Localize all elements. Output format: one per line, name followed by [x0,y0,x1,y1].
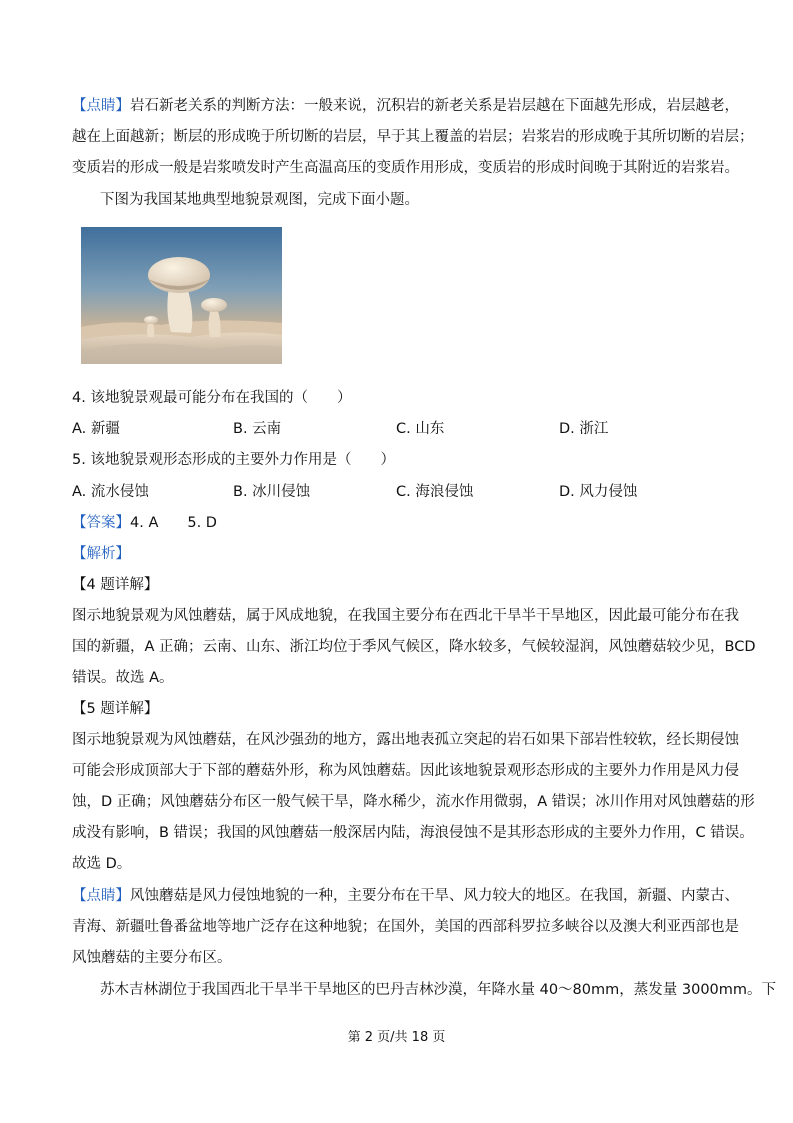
q5-detail-line-3: 蚀，D 正确；风蚀蘑菇分布区一般气候干旱，降水稀少，流水作用微弱，A 错误；冰川作用对风蚀蘑菇的形 [72,794,755,810]
dianjing2-line-2: 青海、新疆吐鲁番盆地等地广泛存在这种地貌；在国外，美国的西部科罗拉多峡谷以及澳大利亚西部也是 [72,919,739,935]
q4-detail-line-1: 图示地貌景观为风蚀蘑菇，属于风成地貌，在我国主要分布在西北干旱半干旱地区，因此最可能分布在我 [72,608,739,624]
dianjing-tag: 【点睛】 [72,98,130,114]
q5-option-c: C. 海浪侵蚀 [396,484,474,500]
dianjing2-tag: 【点睛】 [72,888,130,904]
q4-option-d: D. 浙江 [559,421,609,437]
q4-option-a: A. 新疆 [72,421,120,437]
q4-option-b: B. 云南 [233,421,282,437]
answer-line [72,513,217,533]
dianjing2-line-3: 风蚀蘑菇的主要分布区。 [72,950,232,966]
page-number-footer: 第 2 页/共 18 页 [347,1030,446,1045]
q5-detail-line-2: 可能会形成顶部大于下部的蘑菇外形，称为风蚀蘑菇。因此该地貌景观形态形成的主要外力作用是风力侵 [72,763,739,779]
mushroom-rock-photo [81,227,282,364]
q4-option-c: C. 山东 [396,421,445,437]
q5-stem: 5. 该地貌景观形态形成的主要外力作用是（ ） [72,452,395,468]
dianjing-line-3: 变质岩的形成一般是岩浆喷发时产生高温高压的变质作用形成，变质岩的形成时间晚于其附近的岩浆岩。 [72,160,739,176]
q5-detail-tag: 【5 题详解】 [72,701,159,717]
q5-option-b: B. 冰川侵蚀 [233,484,311,500]
next-question-intro: 苏木吉林湖位于我国西北干旱半干旱地区的巴丹吉林沙漠，年降水量 40～80mm，蒸发量 3000mm。下 [100,982,777,998]
dianjing-line-2: 越在上面越新；断层的形成晚于所切断的岩层，早于其上覆盖的岩层；岩浆岩的形成晚于其所切断的岩层； [72,129,754,145]
q5-detail-line-1: 图示地貌景观为风蚀蘑菇，在风沙强劲的地方，露出地表孤立突起的岩石如果下部岩性较软，经长期侵蚀 [72,732,739,748]
dianjing-line-1: 【点睛】岩石新老关系的判断方法：一般来说，沉积岩的新老关系是岩层越在下面越先形成，岩层越老， [72,98,739,114]
q5-detail-line-5: 故选 D。 [72,856,132,872]
q4-detail-tag: 【4 题详解】 [72,577,159,593]
answer-text: 4. A 5. D [130,515,217,531]
q4-stem: 4. 该地貌景观最可能分布在我国的（ ） [72,390,352,406]
question-intro: 下图为我国某地典型地貌景观图，完成下面小题。 [100,192,419,208]
q4-detail-line-3: 错误。故选 A。 [72,670,174,686]
analysis-tag: 【解析】 [72,546,130,562]
q5-option-d: D. 风力侵蚀 [559,484,638,500]
q5-option-a: A. 流水侵蚀 [72,484,149,500]
q5-detail-line-4: 成没有影响，B 错误；我国的风蚀蘑菇一般深居内陆，海浪侵蚀不是其形态形成的主要外力作用，C 错误。 [72,825,754,841]
q4-detail-line-2: 国的新疆，A 正确；云南、山东、浙江均位于季风气候区，降水较多，气候较湿润，风蚀蘑菇较少见，BCD [72,639,756,655]
dianjing2-line-1: 【点睛】风蚀蘑菇是风力侵蚀地貌的一种，主要分布在干旱、风力较大的地区。在我国，新疆、内蒙古、 [72,888,739,904]
answer-tag: 【答案】 [72,515,130,531]
